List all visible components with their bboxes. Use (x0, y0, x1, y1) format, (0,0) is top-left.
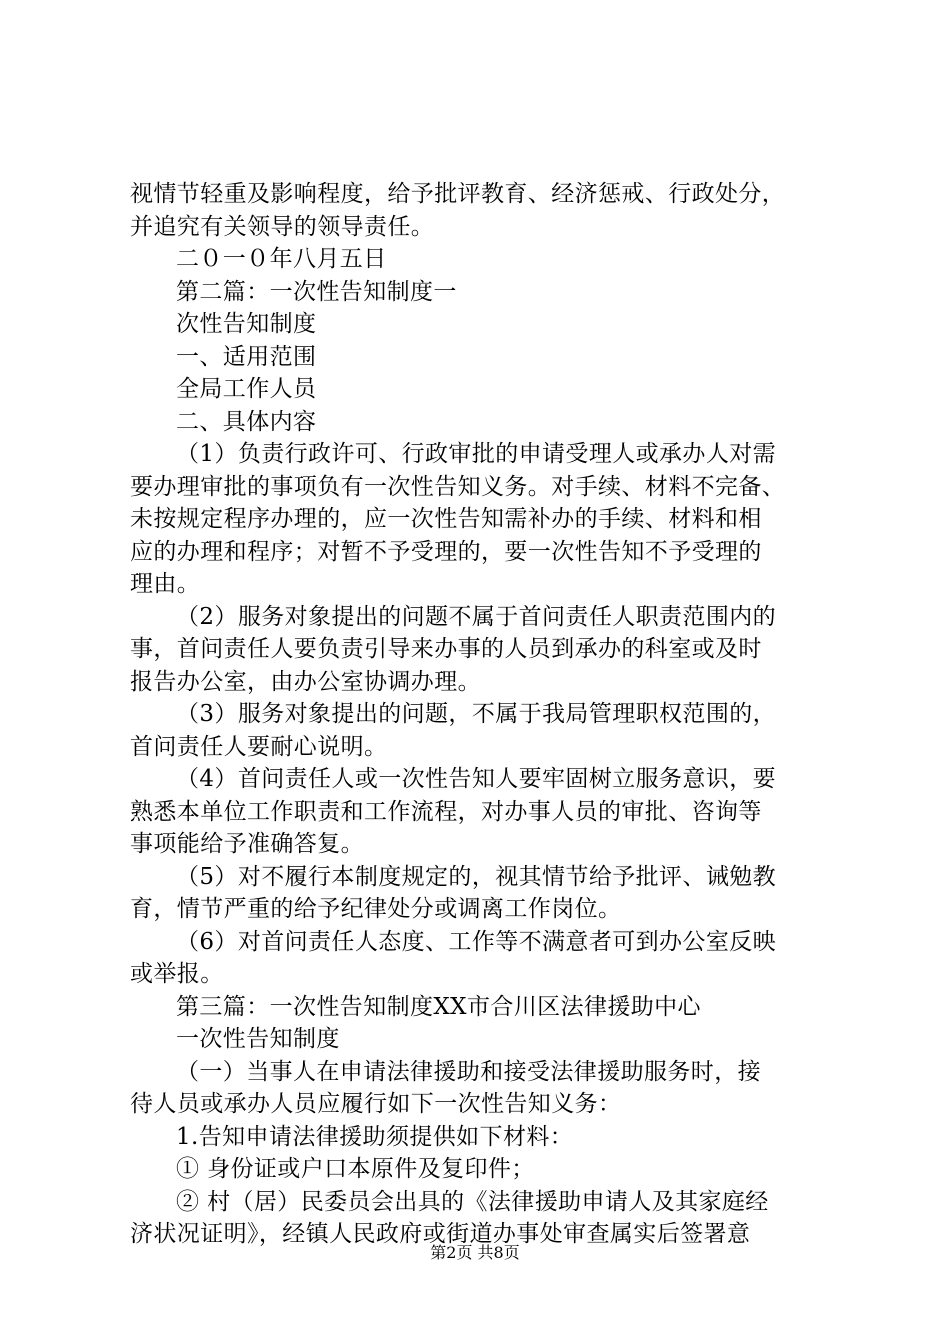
text-line: 理由。 (130, 571, 201, 597)
text-line: 全局工作人员 (176, 376, 317, 402)
list-item: 1.告知申请法律援助须提供如下材料： (176, 1123, 574, 1150)
paragraph-start: （4）首问责任人或一次性告知人要牢固树立服务意识，要 (176, 766, 777, 792)
list-item: ① 身份证或户口本原件及复印件； (176, 1156, 535, 1182)
text-line: 育，情节严重的给予纪律处分或调离工作岗位。 (130, 896, 622, 922)
paragraph-start: （6）对首问责任人态度、工作等不满意者可到办公室反映 (176, 928, 777, 955)
paragraph-start: （1）负责行政许可、行政审批的申请受理人或承办人对需 (176, 441, 777, 467)
text-line: 事项能给予准确答复。 (130, 831, 364, 857)
paragraph-start: （3）服务对象提出的问题，不属于我局管理职权范围的， (176, 701, 777, 727)
text-line: 事，首问责任人要负责引导来办事的人员到承办的科室或及时 (130, 636, 762, 662)
paragraph-start: （2）服务对象提出的问题不属于首问责任人职责范围内的 (176, 603, 777, 630)
text-line: 待人员或承办人员应履行如下一次性告知义务： (130, 1091, 622, 1117)
subheading: 一、适用范围 (176, 343, 317, 370)
date-line: 二０一０年八月五日 (176, 246, 387, 272)
text-line: 熟悉本单位工作职责和工作流程，对办事人员的审批、咨询等 (130, 798, 762, 825)
section-heading: 一次性告知制度 (176, 1026, 340, 1052)
page-number-footer: 第2页 共8页 (430, 1243, 520, 1262)
section-heading: 第二篇：一次性告知制度一 (176, 278, 457, 305)
text-line: 视情节轻重及影响程度，给予批评教育、经济惩戒、行政处分， (130, 181, 786, 207)
text-line: 或举报。 (130, 961, 224, 987)
list-item: ② 村（居）民委员会出具的《法律援助申请人及其家庭经 (176, 1188, 769, 1215)
text-line: 未按规定程序办理的，应一次性告知需补办的手续、材料和相 (130, 506, 762, 532)
text-line: 济状况证明》，经镇人民政府或街道办事处审查属实后签署意 (130, 1221, 751, 1247)
document-body (130, 178, 830, 1251)
section-heading: 第三篇：一次性告知制度XX市合川区法律援助中心 (176, 993, 701, 1020)
subheading: 二、具体内容 (176, 408, 317, 435)
paragraph-start: （一）当事人在申请法律援助和接受法律援助服务时，接 (176, 1058, 761, 1085)
section-heading: 次性告知制度 (176, 311, 317, 337)
text-line: 首问责任人要耐心说明。 (130, 733, 388, 760)
text-line: 应的办理和程序；对暂不予受理的，要一次性告知不予受理的 (130, 538, 762, 565)
text-line: 并追究有关领导的领导责任。 (130, 213, 435, 240)
text-line: 要办理审批的事项负有一次性告知义务。对手续、材料不完备、 (130, 473, 786, 500)
paragraph-start: （5）对不履行本制度规定的，视其情节给予批评、诫勉教 (176, 863, 777, 890)
text-line: 报告办公室，由办公室协调办理。 (130, 668, 481, 695)
